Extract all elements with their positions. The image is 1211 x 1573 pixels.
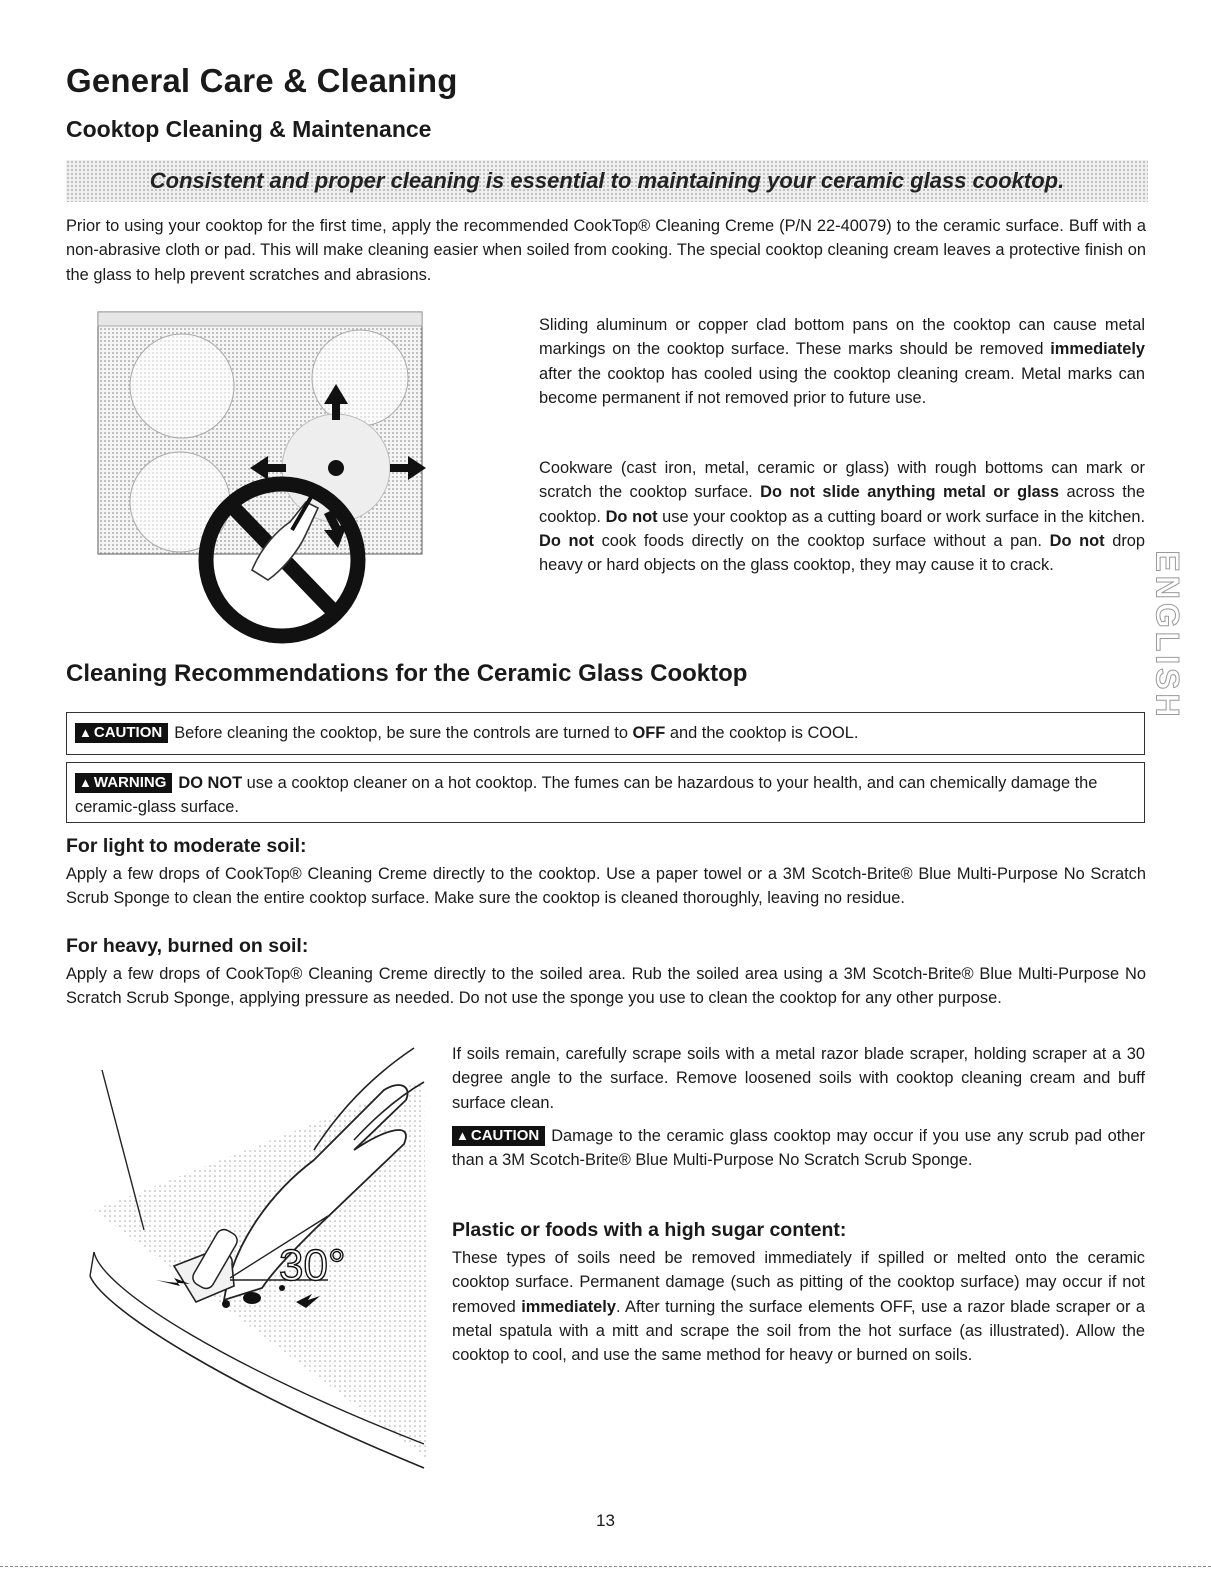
banner-text: Consistent and proper cleaning is essential to maintaining your ceramic glass cooktop.: [149, 168, 1065, 193]
emphasis-banner: [66, 160, 1148, 202]
page-title: General Care & Cleaning: [66, 62, 458, 99]
sliding-paragraph: Sliding aluminum or copper clad bottom pans on the cooktop can cause metal markings on the cooktop surface. These marks should be removed immediately after the cooktop has cooled using the cooktop cleaning cream. Metal marks can become permanent if not removed prior to future use.: [539, 316, 1145, 407]
heavy-soil-paragraph: Apply a few drops of CookTop® Cleaning Creme directly to the soiled area. Rub the soiled area using a 3M Scotch-Brite® Blue Multi-Purpose No Scratch Scrub Sponge, applying pressure as needed. Do not use the sponge you use to clean the cooktop for any other purpose.: [66, 965, 1146, 1008]
scrape-paragraph: If soils remain, carefully scrape soils with a metal razor blade scraper, holding scraper at a 30 degree angle to the surface. Remove loosened soils with cooktop cleaning cream and buff surface clean.: [452, 1045, 1145, 1112]
caution-scrub-pad: ▲ CAUTION Damage to the ceramic glass cooktop may occur if you use any scrub pad other than a 3M Scotch-Brite® Blue Multi-Purpose No Scratch Scrub Sponge.: [452, 1127, 1145, 1170]
intro-paragraph: Prior to using your cooktop for the first time, apply the recommended CookTop® Cleaning Creme (P/N 22-40079) to the ceramic surface. Buff with a non-abrasive cloth or pad. This will make cleaning easier when soiled from cooking. The special cooktop cleaning cream leaves a protective finish on the glass to help prevent scratches and abrasions.: [66, 217, 1146, 284]
warning-notice: ▲ WARNING DO NOT use a cooktop cleaner on a hot cooktop. The fumes can be hazardous to your health, and can chemically damage the ceramic-glass surface.: [66, 762, 1145, 823]
section-subtitle: Cooktop Cleaning & Maintenance: [66, 116, 432, 142]
page-bottom-edge: [0, 1566, 1211, 1567]
warning-triangle-icon: ▲: [79, 725, 92, 740]
heavy-soil-heading: For heavy, burned on soil:: [66, 935, 309, 957]
page-number: 13: [596, 1511, 615, 1530]
cooktop-no-slide-illustration: [92, 308, 432, 648]
cookware-paragraph: Cookware (cast iron, metal, ceramic or glass) with rough bottoms can mark or scratch the cooktop surface. Do not slide anything metal or glass across the cooktop. Do not use your cooktop as a cutting board or work surface in the kitchen. Do not cook foods directly on the cooktop surface without a pan. Do not drop heavy or hard objects on the glass cooktop, they may cause it to crack.: [539, 459, 1146, 575]
scraper-30-degree-illustration: [84, 1040, 434, 1470]
light-soil-heading: For light to moderate soil:: [66, 835, 307, 857]
warning-triangle-icon: ▲: [456, 1128, 469, 1143]
language-side-tab: ENGLISH: [1149, 549, 1186, 721]
cleaning-recommendations-heading: Cleaning Recommendations for the Ceramic Glass Cooktop: [66, 660, 748, 687]
angle-label: 30°: [279, 1241, 346, 1290]
light-soil-paragraph: Apply a few drops of CookTop® Cleaning Creme directly to the cooktop. Use a paper towel or a 3M Scotch-Brite® Blue Multi-Purpose No Scratch Scrub Sponge to clean the entire cooktop surface. Make sure the cooktop is cleaned thoroughly, leaving no residue.: [66, 865, 1146, 908]
caution-badge: ▲ CAUTION: [75, 723, 168, 743]
caution-notice: ▲ CAUTION Before cleaning the cooktop, be sure the controls are turned to OFF and the cooktop is COOL.: [66, 712, 1145, 755]
warning-badge: ▲ WARNING: [75, 773, 172, 793]
warning-triangle-icon: ▲: [79, 775, 92, 790]
sugar-paragraph: These types of soils need be removed immediately if spilled or melted onto the ceramic cooktop surface. Permanent damage (such as pitting of the cooktop surface) may occur if not removed immediately. After turning the surface elements OFF, use a razor blade scraper or a metal spatula with a mitt and scrape the soil from the hot surface (as illustrated). Allow the cooktop to cool, and use the same method for heavy or burned on soils.: [452, 1249, 1145, 1365]
sugar-soil-heading: Plastic or foods with a high sugar content:: [452, 1219, 847, 1241]
caution-badge: ▲ CAUTION: [452, 1126, 545, 1146]
